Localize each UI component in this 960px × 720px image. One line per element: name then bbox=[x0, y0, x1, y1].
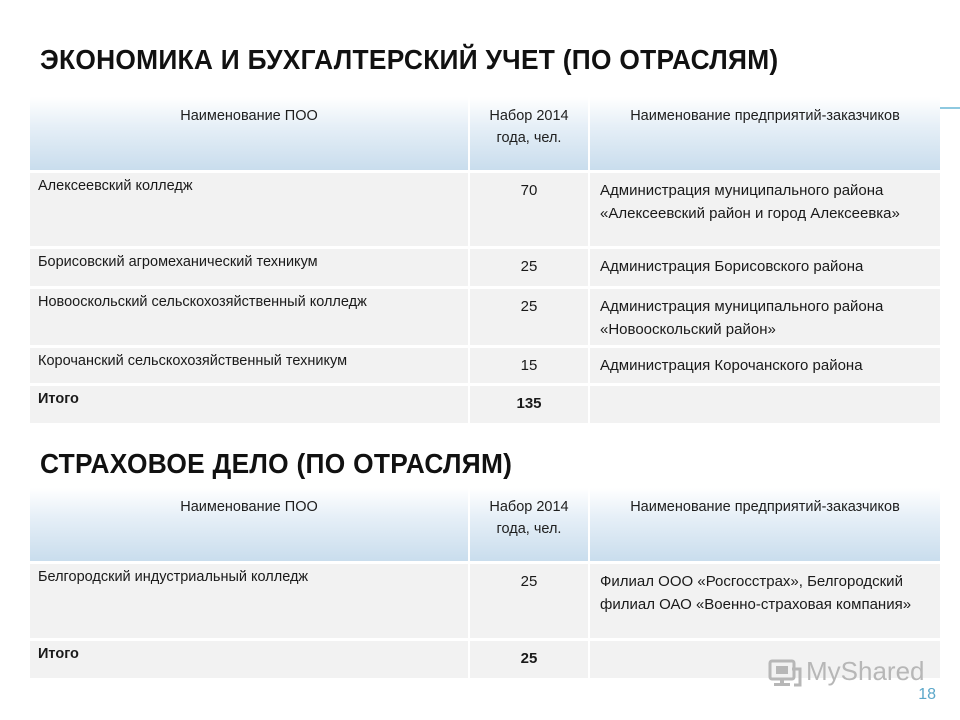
total-label: Итого bbox=[30, 386, 470, 426]
myshared-logo-icon bbox=[768, 657, 802, 687]
enrollment-cell: 25 bbox=[470, 249, 590, 289]
total-count: 135 bbox=[470, 386, 590, 426]
customer-cell: Администрация Корочанского района bbox=[590, 348, 940, 386]
customer-cell: Администрация муниципального района «Новооскольский район» bbox=[590, 289, 940, 348]
page-number: 18 bbox=[918, 686, 936, 703]
table-row bbox=[30, 348, 940, 386]
insurance-table bbox=[30, 488, 940, 681]
table-row bbox=[30, 249, 940, 289]
column-header-customers: Наименование предприятий-заказчиков bbox=[590, 97, 940, 173]
table-header-row bbox=[30, 488, 940, 564]
total-row bbox=[30, 386, 940, 426]
column-header-enrollment: Набор 2014 года, чел. bbox=[470, 97, 590, 173]
table-header-row bbox=[30, 97, 940, 173]
total-customer-cell bbox=[590, 386, 940, 426]
table-row bbox=[30, 289, 940, 348]
enrollment-cell: 15 bbox=[470, 348, 590, 386]
column-header-institution: Наименование ПОО bbox=[30, 97, 470, 173]
customer-cell: Филиал ООО «Росгосстрах», Белгородский филиал ОАО «Военно-страховая компания» bbox=[590, 564, 940, 641]
enrollment-cell: 25 bbox=[470, 289, 590, 348]
institution-cell: Корочанский сельскохозяйственный техникум bbox=[30, 348, 470, 386]
table-row bbox=[30, 173, 940, 249]
institution-cell: Белгородский индустриальный колледж bbox=[30, 564, 470, 641]
enrollment-cell: 70 bbox=[470, 173, 590, 249]
total-label: Итого bbox=[30, 641, 470, 681]
column-header-institution: Наименование ПОО bbox=[30, 488, 470, 564]
institution-cell: Алексеевский колледж bbox=[30, 173, 470, 249]
column-header-customers: Наименование предприятий-заказчиков bbox=[590, 488, 940, 564]
institution-cell: Новооскольский сельскохозяйственный колледж bbox=[30, 289, 470, 348]
enrollment-cell: 25 bbox=[470, 564, 590, 641]
customer-cell: Администрация муниципального района «Алексеевский район и город Алексеевка» bbox=[590, 173, 940, 249]
section-title-economics: ЭКОНОМИКА И БУХГАЛТЕРСКИЙ УЧЕТ (ПО ОТРАСЛЯМ) bbox=[40, 44, 779, 75]
economics-table bbox=[30, 97, 940, 426]
total-count: 25 bbox=[470, 641, 590, 681]
watermark-text: MyShared bbox=[806, 656, 925, 686]
section-title-insurance: СТРАХОВОЕ ДЕЛО (ПО ОТРАСЛЯМ) bbox=[40, 448, 513, 479]
table-row bbox=[30, 564, 940, 641]
customer-cell: Администрация Борисовского района bbox=[590, 249, 940, 289]
institution-cell: Борисовский агромеханический техникум bbox=[30, 249, 470, 289]
column-header-enrollment: Набор 2014 года, чел. bbox=[470, 488, 590, 564]
watermark bbox=[768, 656, 925, 687]
